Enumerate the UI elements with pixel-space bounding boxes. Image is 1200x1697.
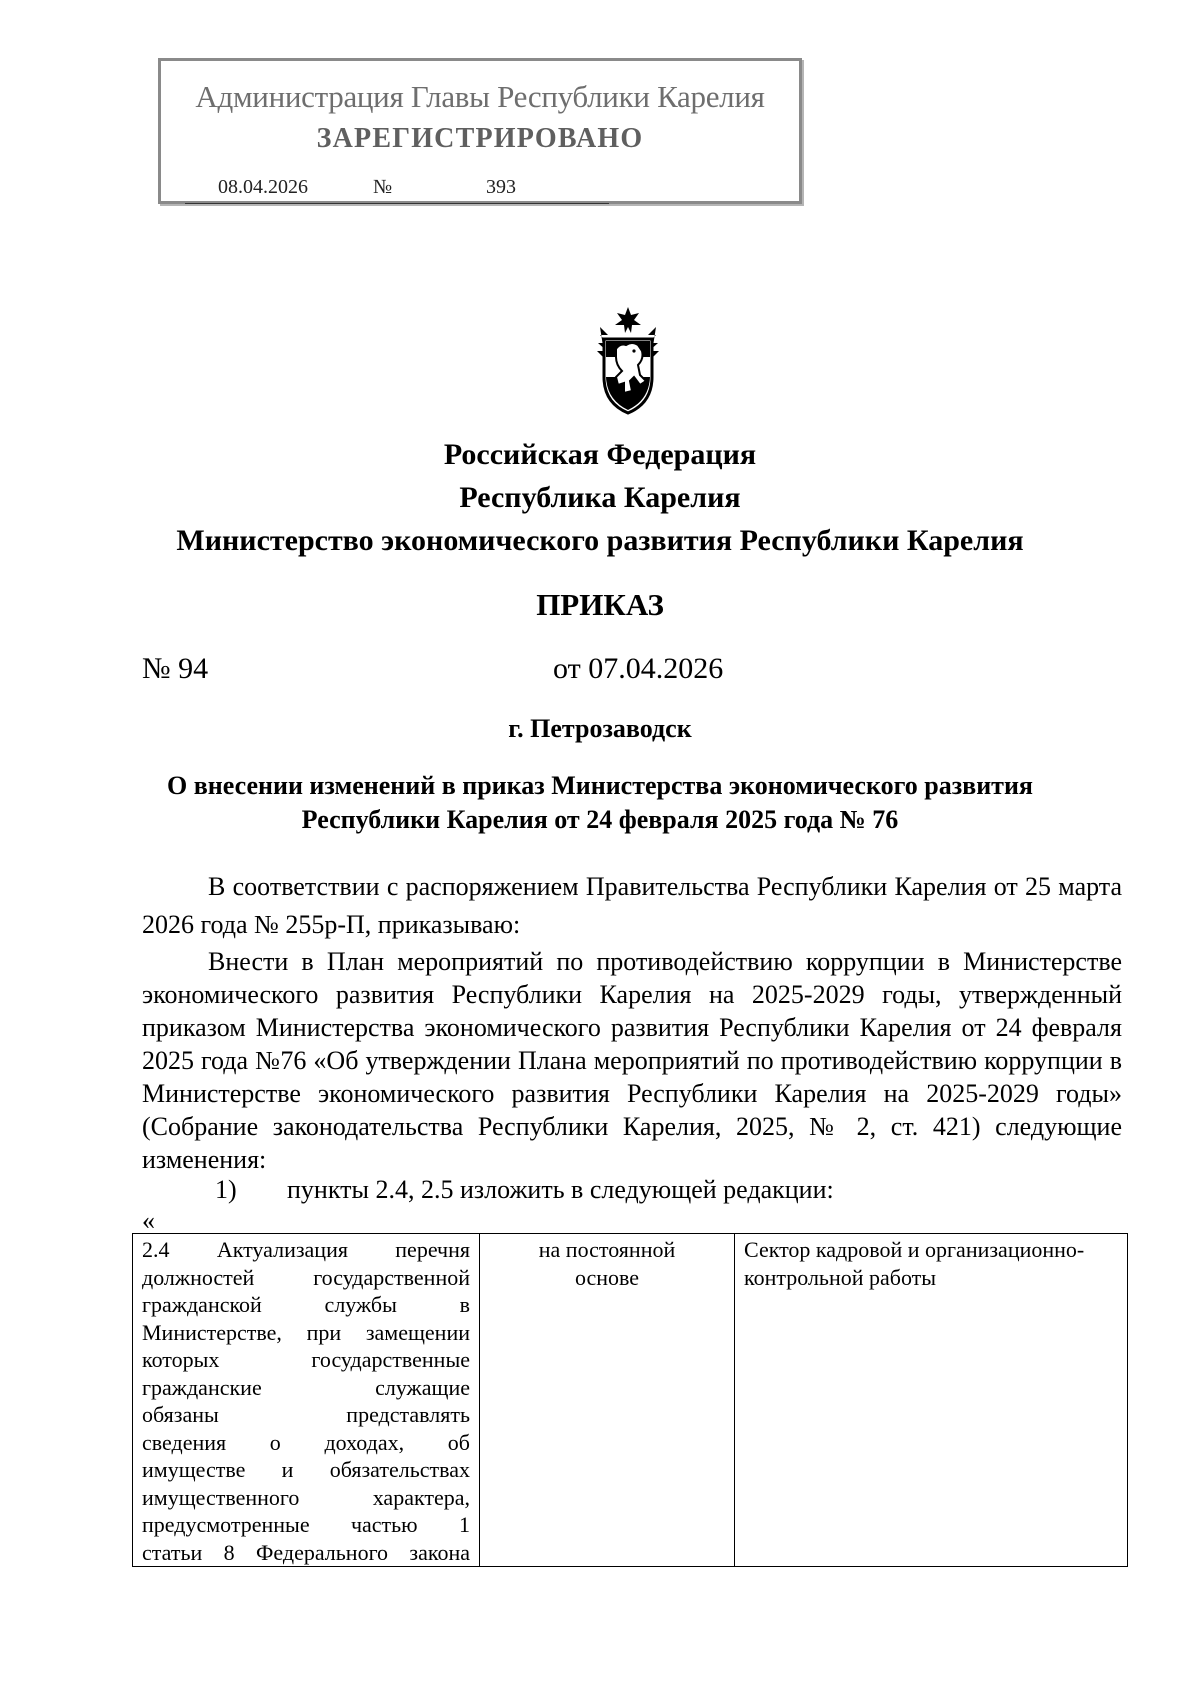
measure-line: 2.4 Актуализация перечня [142,1237,470,1262]
table-cell-responsible [735,1234,1128,1567]
measure-line: должностей государственной [142,1264,470,1290]
measure-line: имущественного характера, [142,1484,470,1510]
list-item-text: пункты 2.4, 2.5 изложить в следующей редакции: [287,1175,834,1204]
measure-line: статьи 8 Федерального закона [142,1539,470,1565]
table-cell-deadline [480,1234,735,1567]
measure-line: гражданской службы в [142,1292,470,1317]
measure-line: сведения о доходах, об [142,1429,470,1455]
registration-stamp [158,58,802,204]
body-paragraph-2: Внести в План мероприятий по противодействию коррупции в Министерстве экономического развития Республики Карелия на 2025-2029 годы, утвержденный приказом Министерства экономического развития Республики Карелия от 24 февраля 2025 года №76 «Об утверждении Плана мероприятий по противодействию коррупции в Министерстве экономического развития Республики Карелия на 2025-2029 годы» (Собрание законодательства Республики Карелия, 2025, № 2, ст. 421) следующие изменения: [142,947,1122,1174]
document-type: ПРИКАЗ [536,587,664,622]
document-subject-line-1: О внесении изменений в приказ Министерства экономического развития [166,771,1033,800]
quote-open-mark: « [142,1206,155,1235]
measure-line: предусмотренные частью 1 [142,1512,470,1537]
header-ministry: Министерство экономического развития Республики Карелия [176,524,1024,557]
measure-line: гражданские служащие [142,1374,470,1400]
document-city: г. Петрозаводск [508,714,692,743]
header-country: Российская Федерация [443,438,757,471]
stamp-registration-line [185,173,609,204]
document-subject-line-2: Республики Карелия от 24 февраля 2025 года № 76 [301,805,899,834]
responsible-line: контрольной работы [744,1264,937,1290]
stamp-status: ЗАРЕГИСТРИРОВАНО [316,123,644,154]
stamp-date: 08.04.2026 [218,176,308,198]
body-paragraph-1: В соответствии с распоряжением Правительства Республики Карелия от 25 марта 2026 года № 255р-П, приказываю: [142,872,1122,939]
stamp-organization: Администрация Главы Республики Карелия [195,79,765,114]
measure-line: имуществе и обязательствах [142,1457,470,1482]
header-region: Республика Карелия [459,481,741,514]
document-number: № 94 [142,652,209,685]
table-row [133,1234,1128,1567]
responsible-line: Сектор кадровой и организационно- [744,1237,1085,1262]
karelia-coat-of-arms-icon [586,305,670,417]
table-cell-measure [133,1234,480,1567]
measure-line: Министерстве, при замещении [142,1319,470,1345]
deadline-line: на постоянной [538,1237,676,1262]
stamp-number: 393 [486,176,516,198]
stamp-number-sign: № [373,176,393,198]
list-item-number: 1) [215,1175,237,1204]
document-date: от 07.04.2026 [553,652,724,685]
measure-line: обязаны представлять [142,1402,470,1427]
plan-table [132,1233,1128,1567]
deadline-line: основе [574,1264,640,1290]
measure-line: которых государственные [142,1347,470,1372]
